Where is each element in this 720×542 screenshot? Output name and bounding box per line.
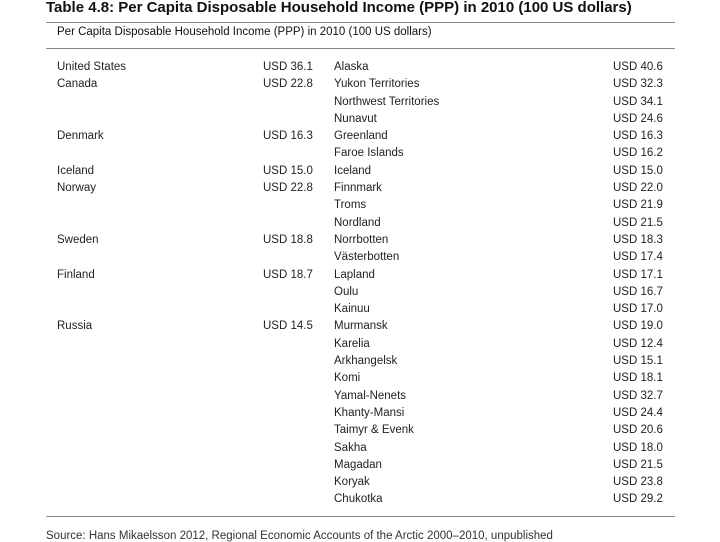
- region-name: Koryak: [334, 476, 370, 489]
- table-row: [0, 353, 720, 370]
- region-income: USD 40.6: [613, 61, 663, 73]
- region-name: Komi: [334, 372, 361, 385]
- table-row: [0, 370, 720, 387]
- region-income: USD 16.2: [613, 147, 663, 160]
- country-income: USD 22.8: [263, 182, 313, 195]
- page-title: Table 4.8: Per Capita Disposable Household Income (PPP) in 2010 (100 US dollars): [46, 0, 632, 16]
- table-row: [0, 284, 720, 301]
- region-name: Arkhangelsk: [334, 355, 398, 368]
- table-row: [0, 422, 720, 439]
- region-name: Norrbotten: [334, 233, 389, 246]
- table-row: [0, 388, 720, 405]
- region-name: Alaska: [334, 61, 369, 73]
- country-income: USD 36.1: [263, 61, 313, 73]
- region-income: USD 21.9: [613, 199, 663, 212]
- region-income: USD 32.7: [613, 389, 663, 402]
- region-name: Yamal-Nenets: [334, 389, 407, 402]
- table-row: [0, 128, 720, 145]
- region-name: Nordland: [334, 216, 381, 229]
- region-name: Khanty-Mansi: [334, 406, 405, 419]
- header-rule: [46, 48, 675, 49]
- region-name: Troms: [334, 199, 367, 212]
- region-name: Västerbotten: [334, 251, 400, 264]
- region-income: USD 34.1: [613, 95, 663, 108]
- table-row: [0, 94, 720, 111]
- country-name: Finland: [57, 268, 95, 281]
- table-row: [0, 474, 720, 491]
- region-income: USD 12.4: [613, 337, 663, 350]
- region-name: Faroe Islands: [334, 147, 404, 160]
- table-row: [0, 336, 720, 353]
- region-name: Nunavut: [334, 112, 377, 125]
- region-income: USD 17.4: [613, 251, 663, 264]
- table-row: [0, 440, 720, 457]
- region-income: USD 24.4: [613, 406, 663, 419]
- income-table-body: [0, 59, 720, 509]
- table-row: [0, 197, 720, 214]
- region-name: Oulu: [334, 285, 359, 298]
- table-row: [0, 249, 720, 266]
- region-income: USD 15.0: [613, 164, 663, 177]
- region-income: USD 23.8: [613, 476, 663, 489]
- table-row: [0, 232, 720, 249]
- region-income: USD 16.7: [613, 285, 663, 298]
- region-name: Karelia: [334, 337, 370, 350]
- region-income: USD 17.1: [613, 268, 663, 281]
- table-row: [0, 111, 720, 128]
- table-row: [0, 491, 720, 508]
- table-caption: Per Capita Disposable Household Income (PPP) in 2010 (100 US dollars): [57, 26, 432, 38]
- table-row: [0, 59, 720, 76]
- region-income: USD 19.0: [613, 320, 663, 333]
- country-name: Iceland: [57, 164, 95, 177]
- table-row: [0, 76, 720, 93]
- region-name: Iceland: [334, 164, 372, 177]
- region-income: USD 15.1: [613, 355, 663, 368]
- country-income: USD 14.5: [263, 320, 313, 333]
- region-name: Lapland: [334, 268, 375, 281]
- source-note: Source: Hans Mikaelsson 2012, Regional Economic Accounts of the Arctic 2000–2010, unpublished: [46, 530, 553, 542]
- country-name: Canada: [57, 78, 98, 91]
- region-name: Yukon Territories: [334, 78, 420, 91]
- region-income: USD 20.6: [613, 424, 663, 437]
- region-name: Murmansk: [334, 320, 388, 333]
- region-income: USD 22.0: [613, 182, 663, 195]
- region-income: USD 21.5: [613, 458, 663, 471]
- region-name: Taimyr & Evenk: [334, 424, 414, 437]
- country-income: USD 18.7: [263, 268, 313, 281]
- table-bottom-rule: [46, 516, 675, 517]
- region-name: Magadan: [334, 458, 382, 471]
- country-name: Sweden: [57, 233, 99, 246]
- caption-top-rule: [46, 22, 675, 23]
- region-income: USD 29.2: [613, 493, 663, 506]
- country-income: USD 22.8: [263, 78, 313, 91]
- table-row: [0, 267, 720, 284]
- table-row: [0, 215, 720, 232]
- region-income: USD 18.1: [613, 372, 663, 385]
- country-name: Russia: [57, 320, 93, 333]
- table-row: [0, 163, 720, 180]
- country-income: USD 15.0: [263, 164, 313, 177]
- table-row: [0, 301, 720, 318]
- region-name: Northwest Territories: [334, 95, 440, 108]
- table-row: [0, 180, 720, 197]
- table-row: [0, 457, 720, 474]
- table-row: [0, 145, 720, 162]
- region-income: USD 17.0: [613, 303, 663, 316]
- region-name: Chukotka: [334, 493, 383, 506]
- table-row: [0, 318, 720, 335]
- country-income: USD 16.3: [263, 130, 313, 143]
- country-income: USD 18.8: [263, 233, 313, 246]
- region-income: USD 18.3: [613, 233, 663, 246]
- region-income: USD 24.6: [613, 112, 663, 125]
- region-name: Finnmark: [334, 182, 382, 195]
- table-row: [0, 405, 720, 422]
- country-name: Norway: [57, 182, 96, 195]
- region-income: USD 32.3: [613, 78, 663, 91]
- region-name: Sakha: [334, 441, 367, 454]
- region-income: USD 21.5: [613, 216, 663, 229]
- country-name: Denmark: [57, 130, 104, 143]
- region-income: USD 16.3: [613, 130, 663, 143]
- region-income: USD 18.0: [613, 441, 663, 454]
- country-name: United States: [57, 61, 127, 73]
- region-name: Greenland: [334, 130, 388, 143]
- region-name: Kainuu: [334, 303, 370, 316]
